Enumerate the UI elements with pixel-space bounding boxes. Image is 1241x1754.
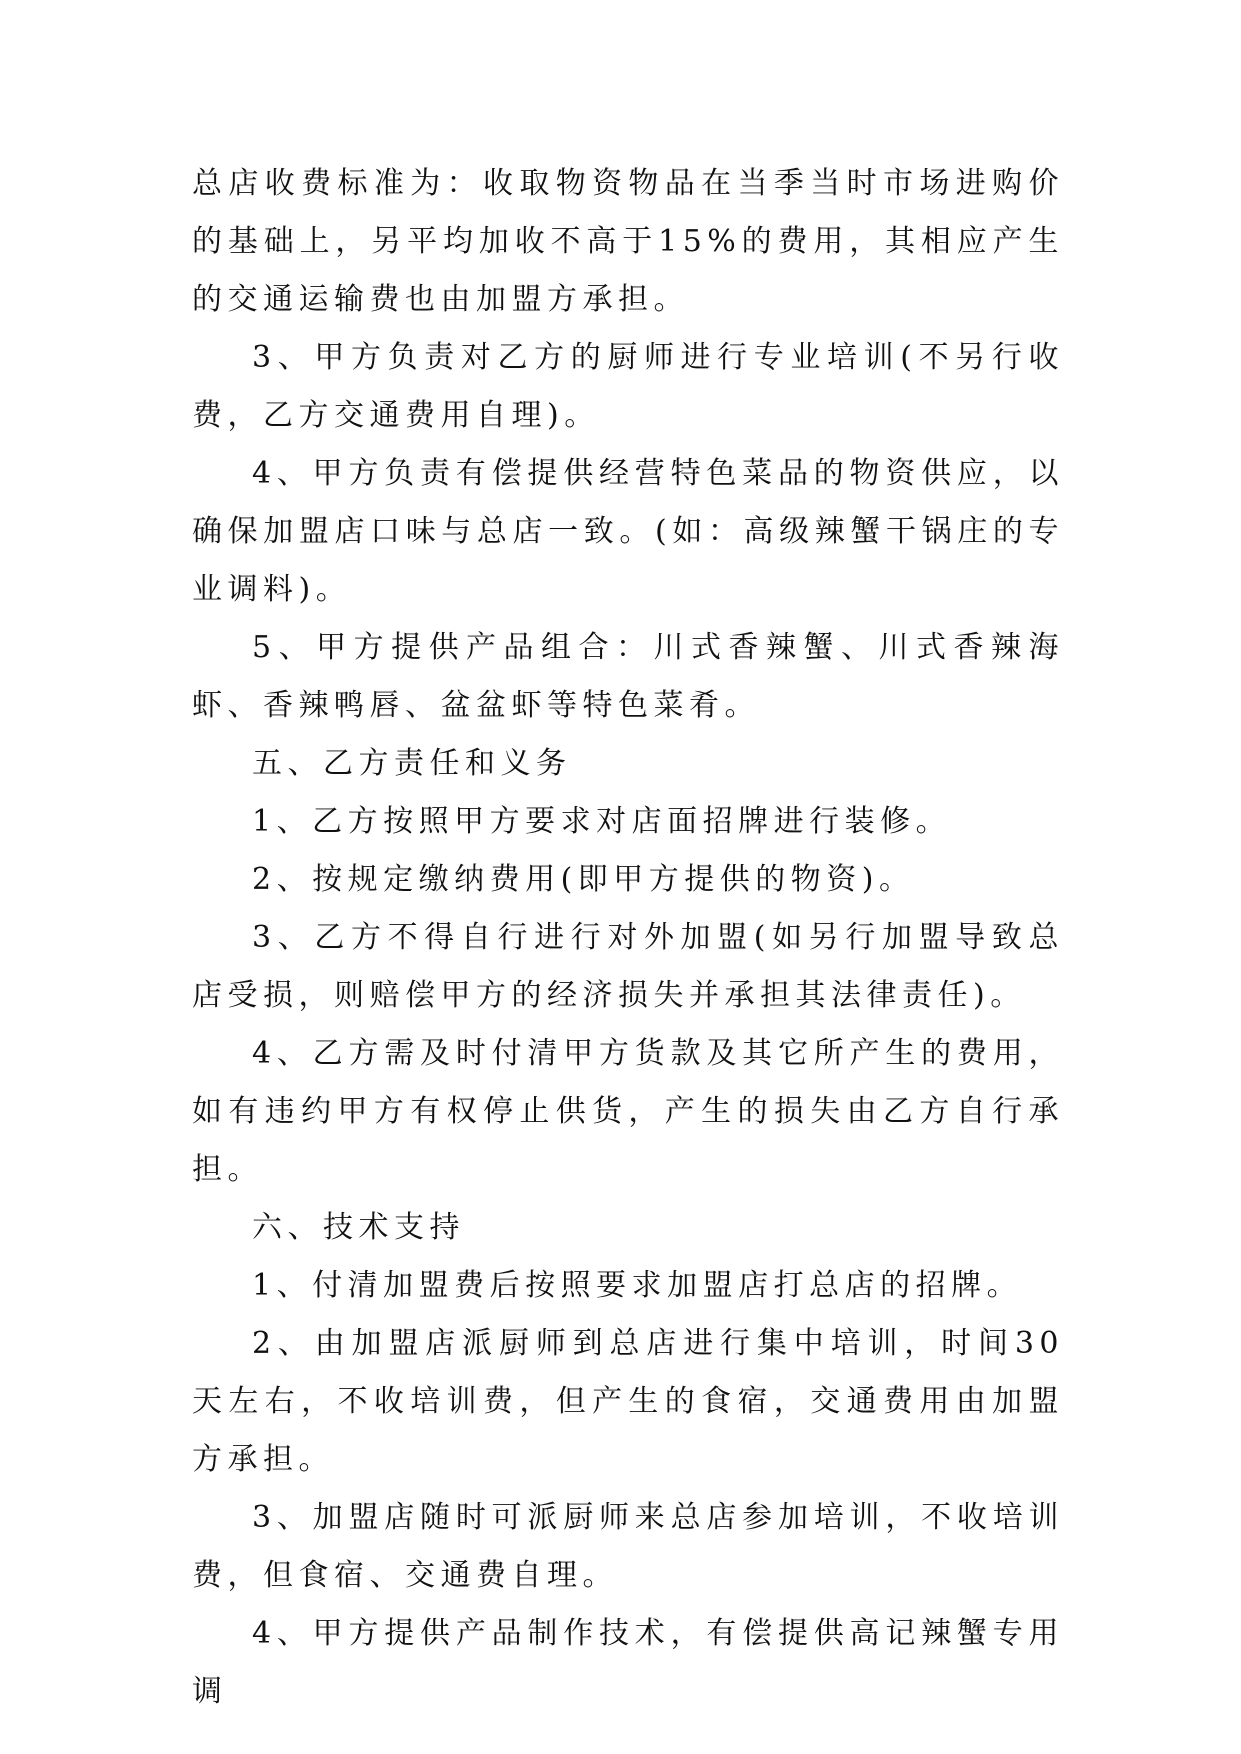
paragraph-anytime-training: 3、加盟店随时可派厨师来总店参加培训，不收培训费，但食宿、交通费自理。 (192, 1500, 1064, 1593)
paragraph-no-sub-franchise: 3、乙方不得自行进行对外加盟(如另行加盟导致总店受损，则赔偿甲方的经济损失并承担其法律责任)。 (192, 920, 1064, 1013)
paragraph-centralized-training: 2、由加盟店派厨师到总店进行集中培训，时间30天左右，不收培训费，但产生的食宿，交通费用由加盟方承担。 (192, 1326, 1064, 1477)
paragraph-product-combo: 5、甲方提供产品组合：川式香辣蟹、川式香辣海虾、香辣鸭唇、盆盆虾等特色菜肴。 (192, 630, 1064, 723)
section-heading-tech-support: 六、技术支持 (252, 1210, 465, 1245)
paragraph-chef-training: 3、甲方负责对乙方的厨师进行专业培训(不另行收费，乙方交通费用自理)。 (192, 340, 1064, 433)
paragraph-fee-standard: 总店收费标准为：收取物资物品在当季当时市场进购价的基础上，另平均加收不高于15%的费用，其相应产生的交通运输费也由加盟方承担。 (192, 166, 1064, 317)
paragraph-signboard: 1、付清加盟费后按照要求加盟店打总店的招牌。 (252, 1268, 1023, 1303)
document-page (192, 155, 1064, 1721)
paragraph-production-tech: 4、甲方提供产品制作技术，有偿提供高记辣蟹专用调 (192, 1616, 1064, 1709)
paragraph-material-supply: 4、甲方负责有偿提供经营特色菜品的物资供应，以确保加盟店口味与总店一致。(如：高级辣蟹干锅庄的专业调料)。 (192, 456, 1064, 607)
paragraph-pay-fees: 2、按规定缴纳费用(即甲方提供的物资)。 (252, 862, 915, 897)
paragraph-storefront-decoration: 1、乙方按照甲方要求对店面招牌进行装修。 (252, 804, 952, 839)
paragraph-timely-payment: 4、乙方需及时付清甲方货款及其它所产生的费用，如有违约甲方有权停止供货，产生的损失由乙方自行承担。 (192, 1036, 1064, 1187)
section-heading-party-b-duties: 五、乙方责任和义务 (252, 746, 572, 781)
